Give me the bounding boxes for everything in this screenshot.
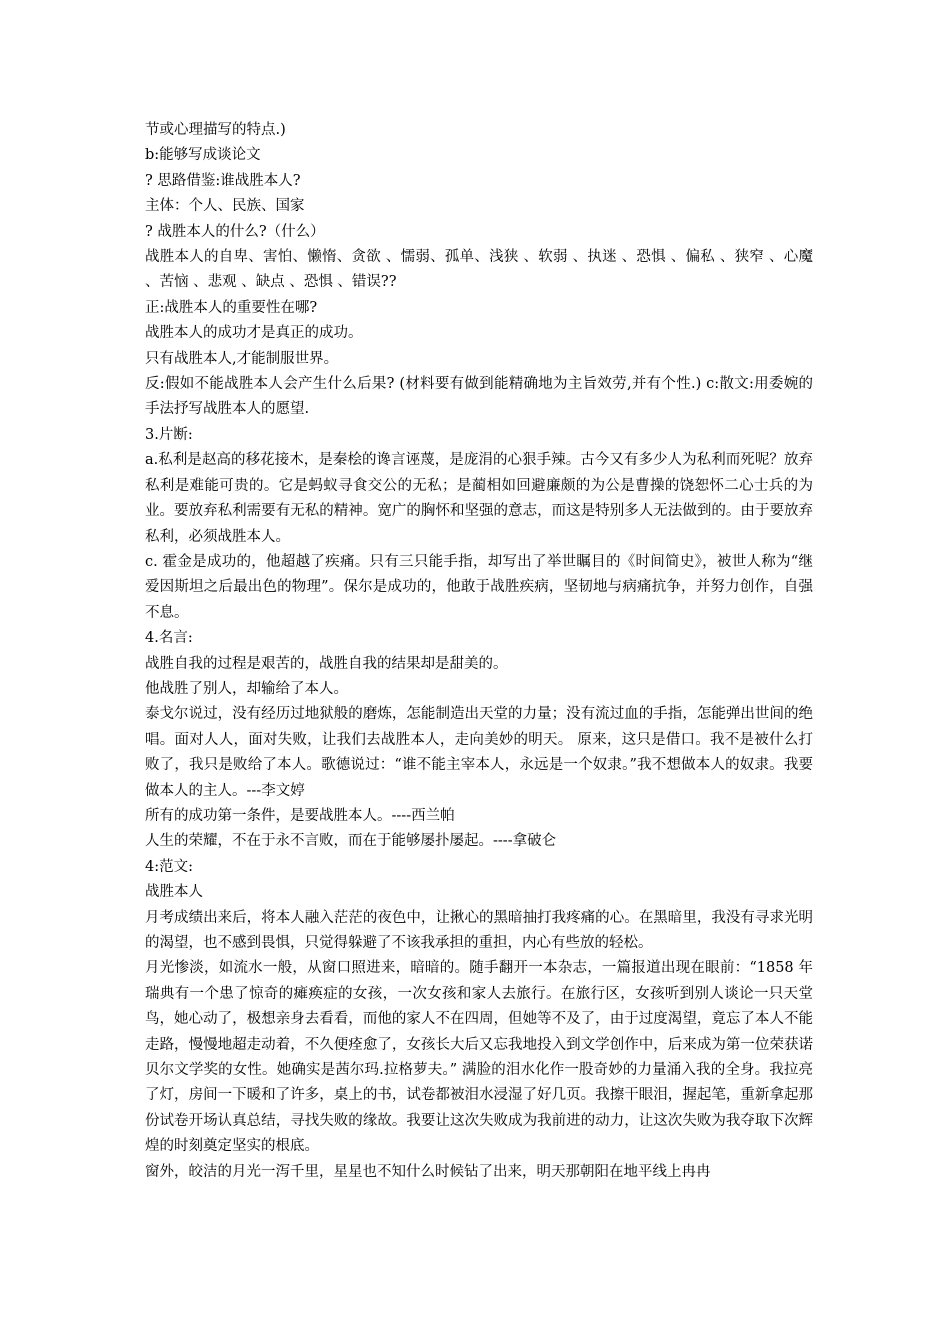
text-line: 战胜自我的过程是艰苦的，战胜自我的结果却是甜美的。	[145, 655, 508, 672]
paragraph: 窗外，皎洁的月光一泻千里，星星也不知什么时候钻了出来，明天那朝阳在地平线上冉冉	[145, 1163, 711, 1180]
section-heading: 3.片断:	[145, 426, 193, 443]
text-line: ? 战胜本人的什么?（什么）	[145, 223, 325, 240]
text-line: 人生的荣耀，不在于永不言败，而在于能够屡扑屡起。----拿破仑	[145, 833, 557, 850]
section-heading: 4.名言:	[145, 630, 193, 647]
text-line: b:能够写成谈论文	[145, 147, 261, 164]
document-body	[145, 118, 813, 1185]
text-line: 正:战胜本人的重要性在哪?	[145, 299, 318, 316]
text-line: 只有战胜本人,才能制服世界。	[145, 350, 339, 367]
text-line: 他战胜了别人，却输给了本人。	[145, 680, 348, 697]
paragraph: 反:假如不能战胜本人会产生什么后果? (材料要有做到能精确地为主旨效劳,并有个性.) c:散文:用委婉的手法抒写战胜本人的愿望.	[145, 376, 813, 418]
paragraph: 月光惨淡，如流水一般，从窗口照进来，暗暗的。随手翻开一本杂志，一篇报道出现在眼前：“1858 年瑞典有一个患了惊奇的瘫痪症的女孩，一次女孩和家人去旅行。在旅行区，女孩听到别人谈论一只天堂鸟，她心动了，极想亲身去看看，而他的家人不在四周，但她等不及了，由于过度渴望，竟忘了本人不能走路，慢慢地超走动着，不久便痊愈了，女孩长大后又忘我地投入到文学创作中，后来成为第一位荣获诺贝尔文学奖的女性。她确实是茜尔玛.拉格萝夫。” 满脸的泪水化作一股奇妙的力量涌入我的全身。我拉亮了灯，房间一下暖和了许多，桌上的书，试卷都被泪水浸湿了好几页。我擦干眼泪，握起笔，重新拿起那份试卷开场认真总结，寻找失败的缘故。我要让这次失败成为我前进的动力，让这次失败为我夺取下次辉煌的时刻奠定坚实的根底。	[145, 960, 813, 1155]
paragraph: c. 霍金是成功的，他超越了疾痛。只有三只能手指，却写出了举世瞩目的《时间简史》，被世人称为“继爱因斯坦之后最出色的物理”。保尔是成功的，他敢于战胜疾病，坚韧地与病痛抗争，并努力创作，自强不息。	[145, 553, 813, 621]
text-line: ? 思路借鉴:谁战胜本人?	[145, 172, 301, 189]
text-line: 所有的成功第一条件，是要战胜本人。----西兰帕	[145, 807, 455, 824]
paragraph: 战胜本人的自卑、害怕、懒惰、贪欲 、懦弱、孤单、浅狭 、软弱 、执迷 、恐惧 、偏私 、狭窄 、心魔 、苦恼 、悲观 、缺点 、恐惧 、错误??	[145, 249, 813, 291]
text-line: 主体：个人、民族、国家	[145, 198, 305, 215]
paragraph: 泰戈尔说过，没有经历过地狱般的磨炼，怎能制造出天堂的力量；没有流过血的手指，怎能弹出世间的绝唱。面对人人，面对失败，让我们去战胜本人，走向美妙的明天。 原来，这只是借口。我不是被什么打败了，我只是败给了本人。歌德说过：“谁不能主宰本人，永远是一个奴隶。”我不想做本人的奴隶。我要做本人的主人。---李文婷	[145, 706, 813, 799]
text-line: 节或心理描写的特点.)	[145, 122, 286, 138]
paragraph: 月考成绩出来后，将本人融入茫茫的夜色中，让揪心的黑暗抽打我疼痛的心。在黑暗里，我没有寻求光明的渴望，也不感到畏惧，只觉得躲避了不该我承担的重担，内心有些放的轻松。	[145, 909, 813, 951]
text-line: 战胜本人的成功才是真正的成功。	[145, 325, 363, 342]
section-heading: 4:范文:	[145, 858, 193, 875]
paragraph: a.私利是赵高的移花接木，是秦桧的谗言诬蔑，是庞涓的心狠手辣。古今又有多少人为私利而死呢？放弃私利是难能可贵的。它是蚂蚁寻食交公的无私；是蔺相如回避廉颇的为公是曹操的饶恕怀二心士兵的为业。要放弃私利需要有无私的精神。宽广的胸怀和坚强的意志，而这是特别多人无法做到的。由于要放弃私利，必须战胜本人。	[145, 452, 813, 545]
essay-title: 战胜本人	[145, 884, 203, 901]
